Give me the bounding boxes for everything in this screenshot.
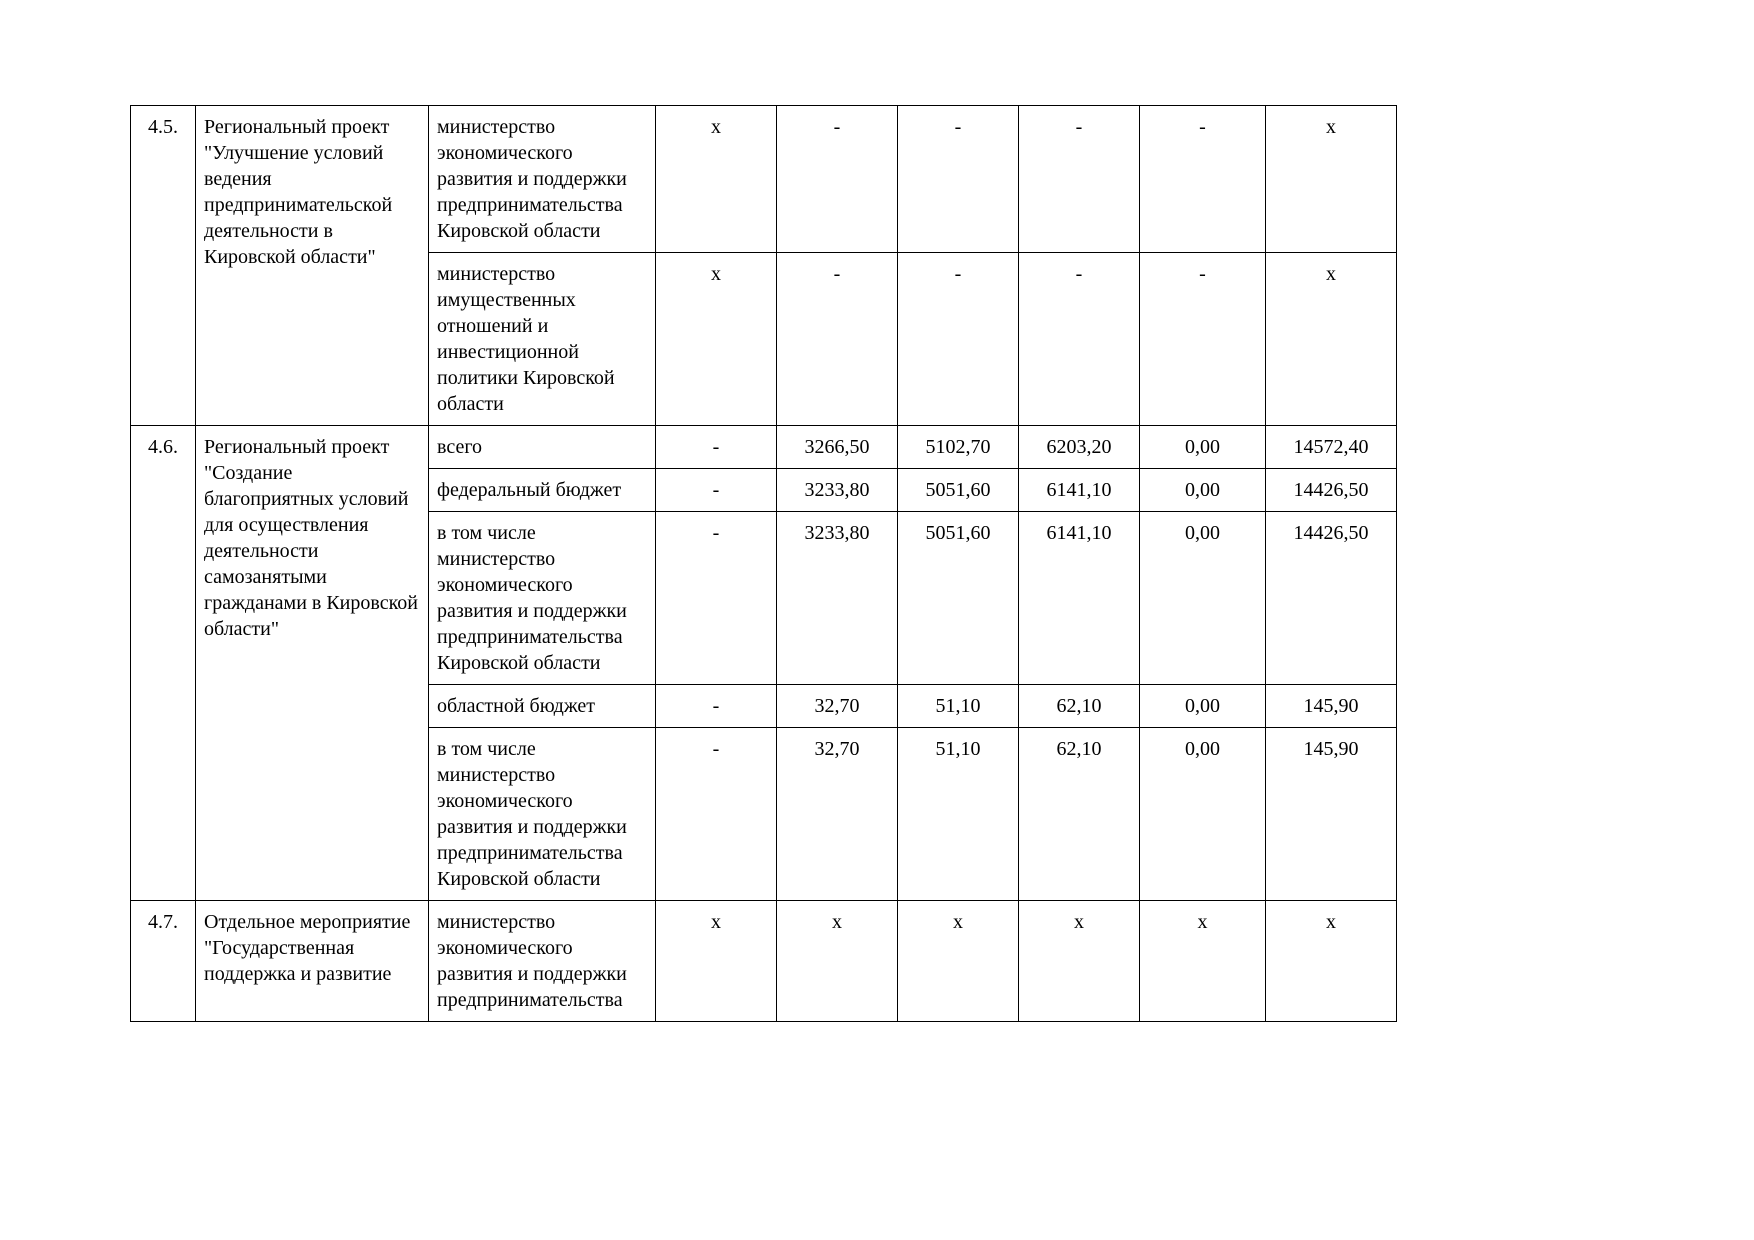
- row-number-cell: 4.7.: [131, 901, 196, 1022]
- table-row: [131, 426, 1397, 469]
- value-cell: -: [1140, 253, 1266, 426]
- value-cell: -: [656, 426, 777, 469]
- budget-table-container: [130, 105, 1398, 1022]
- budget-label-cell: областной бюджет: [429, 685, 656, 728]
- value-cell: 51,10: [898, 685, 1019, 728]
- budget-label-cell: федеральный бюджет: [429, 469, 656, 512]
- value-cell: 6141,10: [1019, 469, 1140, 512]
- budget-label-cell: в том числе министерство экономического развития и поддержки предпринимательства Кировской области: [429, 512, 656, 685]
- value-cell: x: [777, 901, 898, 1022]
- value-cell: -: [656, 728, 777, 901]
- budget-table-body: [131, 106, 1397, 1022]
- value-cell: 0,00: [1140, 426, 1266, 469]
- value-cell: 3233,80: [777, 469, 898, 512]
- value-cell: -: [656, 685, 777, 728]
- value-cell: x: [656, 106, 777, 253]
- value-cell: 0,00: [1140, 685, 1266, 728]
- value-cell: 51,10: [898, 728, 1019, 901]
- value-cell: x: [1019, 901, 1140, 1022]
- value-cell: x: [898, 901, 1019, 1022]
- value-cell: 5051,60: [898, 512, 1019, 685]
- value-cell: -: [898, 253, 1019, 426]
- budget-label-cell: министерство экономического развития и поддержки предпринимательства Кировской области: [429, 106, 656, 253]
- value-cell: -: [1019, 106, 1140, 253]
- value-cell: -: [1140, 106, 1266, 253]
- value-cell: 6203,20: [1019, 426, 1140, 469]
- budget-table: [130, 105, 1397, 1022]
- table-row: [131, 106, 1397, 253]
- project-name-cell: Региональный проект "Улучшение условий ведения предпринимательской деятельности в Кировской области": [196, 106, 429, 426]
- value-cell: x: [656, 253, 777, 426]
- value-cell: 14426,50: [1266, 469, 1397, 512]
- value-cell: x: [1266, 253, 1397, 426]
- value-cell: 62,10: [1019, 685, 1140, 728]
- value-cell: x: [1266, 901, 1397, 1022]
- value-cell: -: [656, 469, 777, 512]
- value-cell: -: [898, 106, 1019, 253]
- value-cell: 5102,70: [898, 426, 1019, 469]
- value-cell: 0,00: [1140, 512, 1266, 685]
- value-cell: 32,70: [777, 685, 898, 728]
- value-cell: 3266,50: [777, 426, 898, 469]
- value-cell: -: [777, 253, 898, 426]
- row-number-cell: 4.6.: [131, 426, 196, 901]
- value-cell: 3233,80: [777, 512, 898, 685]
- value-cell: -: [777, 106, 898, 253]
- value-cell: x: [656, 901, 777, 1022]
- value-cell: x: [1266, 106, 1397, 253]
- value-cell: 6141,10: [1019, 512, 1140, 685]
- value-cell: 14572,40: [1266, 426, 1397, 469]
- value-cell: -: [1019, 253, 1140, 426]
- value-cell: x: [1140, 901, 1266, 1022]
- value-cell: 5051,60: [898, 469, 1019, 512]
- value-cell: 62,10: [1019, 728, 1140, 901]
- project-name-cell: Отдельное мероприятие "Государственная поддержка и развитие: [196, 901, 429, 1022]
- budget-label-cell: в том числе министерство экономического развития и поддержки предпринимательства Кировской области: [429, 728, 656, 901]
- value-cell: 0,00: [1140, 728, 1266, 901]
- value-cell: 0,00: [1140, 469, 1266, 512]
- value-cell: -: [656, 512, 777, 685]
- budget-label-cell: министерство имущественных отношений и инвестиционной политики Кировской области: [429, 253, 656, 426]
- project-name-cell: Региональный проект "Создание благоприятных условий для осуществления деятельности самозанятыми гражданами в Кировской области": [196, 426, 429, 901]
- value-cell: 14426,50: [1266, 512, 1397, 685]
- budget-label-cell: всего: [429, 426, 656, 469]
- row-number-cell: 4.5.: [131, 106, 196, 426]
- budget-label-cell: министерство экономического развития и поддержки предпринимательства: [429, 901, 656, 1022]
- value-cell: 145,90: [1266, 685, 1397, 728]
- table-row: [131, 901, 1397, 1022]
- value-cell: 145,90: [1266, 728, 1397, 901]
- value-cell: 32,70: [777, 728, 898, 901]
